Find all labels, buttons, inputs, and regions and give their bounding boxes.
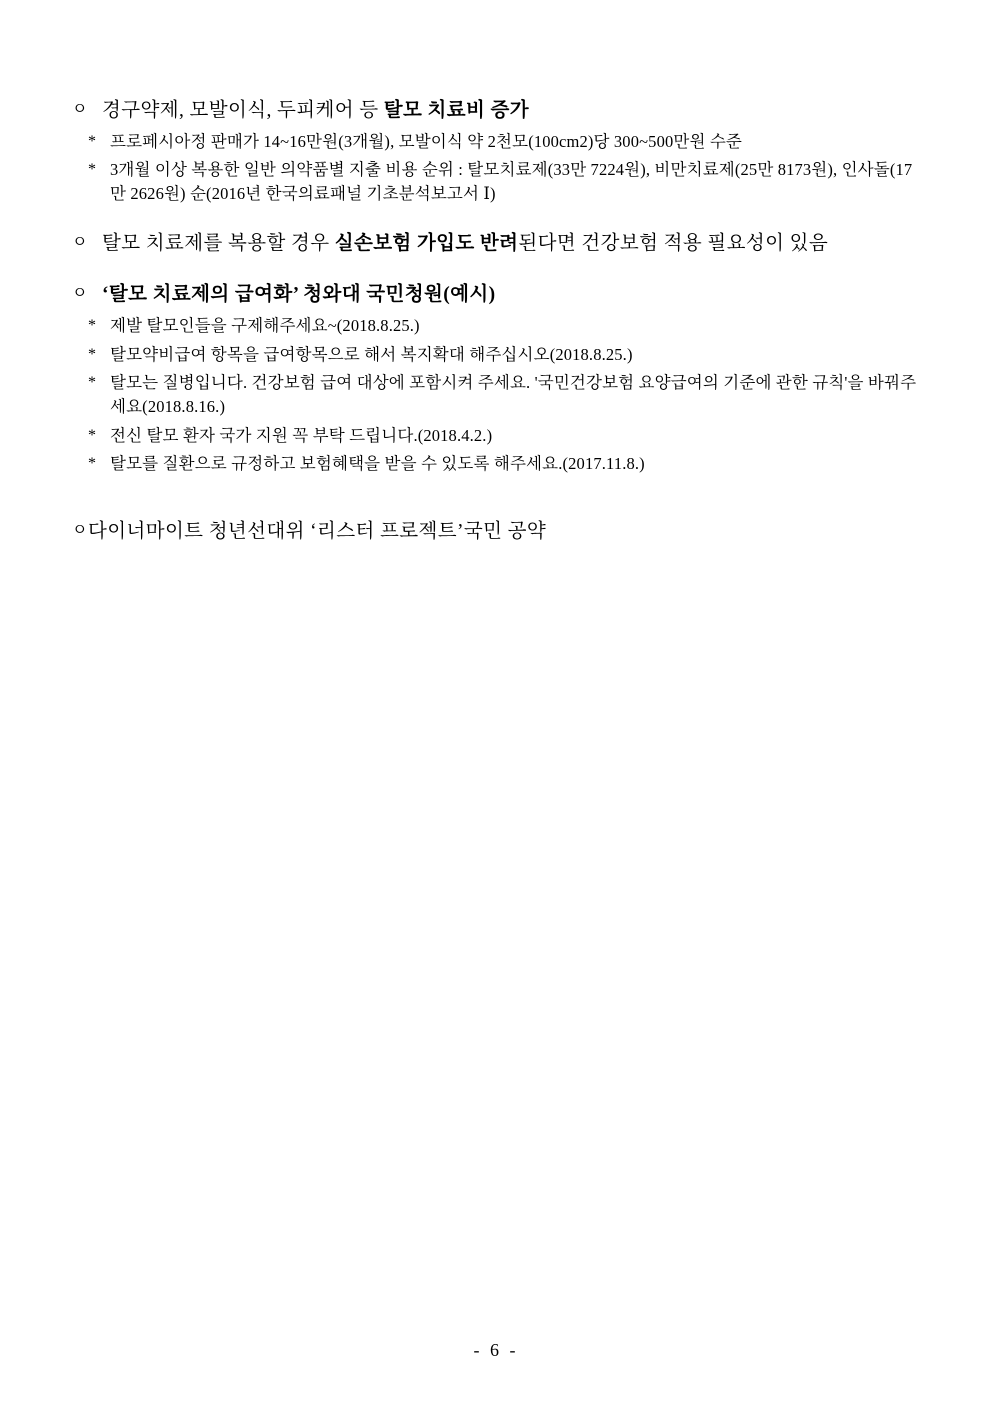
sub-item-3-2-text: 탈모약비급여 항목을 급여항목으로 해서 복지확대 해주십시오(2018.8.25.) (110, 344, 633, 364)
asterisk-icon: * (88, 373, 96, 391)
bullet-item-4 (72, 517, 920, 547)
bullet-item-1-bold: 탈모 치료비 증가 (383, 100, 529, 121)
bullet-item-1 (72, 96, 920, 126)
bullet-marker-icon: ㅇ (72, 233, 88, 251)
sub-item-3-1-text: 제발 탈모인들을 구제해주세요~(2018.8.25.) (110, 316, 420, 336)
sub-item-1-1-text: 프로페시아정 판매가 14~16만원(3개월), 모발이식 약 2천모(100cm2)당 300~500만원 수준 (110, 131, 743, 151)
bullet-item-3 (72, 280, 920, 310)
sub-item-3-5 (72, 452, 920, 476)
bullet-item-4-text: 다이너마이트 청년선대위 ‘리스터 프로젝트’국민 공약 (88, 520, 547, 542)
bullet-item-1-plain: 경구약제, 모발이식, 두피케어 등 (102, 100, 384, 121)
asterisk-icon: * (88, 455, 96, 473)
bullet-item-2-plain-1: 탈모 치료제를 복용할 경우 (102, 232, 335, 254)
asterisk-icon: * (88, 345, 96, 363)
bullet-item-3-text (102, 280, 920, 310)
bullet-item-2-bold: 실손보험 가입도 반려 (334, 232, 519, 254)
bullet-item-2-plain-2: 된다면 건강보험 적용 필요성이 있음 (518, 232, 829, 254)
asterisk-icon: * (88, 317, 96, 335)
bullet-marker-icon: ㅇ (72, 285, 88, 303)
sub-item-3-3 (72, 371, 920, 420)
sub-item-3-1 (72, 314, 920, 338)
asterisk-icon: * (88, 132, 96, 150)
sub-item-1-1 (72, 130, 920, 154)
sub-item-3-5-text: 탈모를 질환으로 규정하고 보험혜택을 받을 수 있도록 해주세요.(2017.11.8.) (110, 454, 645, 474)
page-number: - 6 - (473, 1340, 519, 1360)
bullet-item-3-bold: ‘탈모 치료제의 급여화’ 청와대 국민청원(예시) (102, 284, 496, 306)
bullet-item-2 (72, 229, 920, 259)
bullet-item-2-text (102, 229, 920, 259)
bullet-marker-icon: ㅇ (72, 521, 88, 539)
asterisk-icon: * (88, 161, 96, 179)
sub-item-3-4-text: 전신 탈모 환자 국가 지원 꼭 부탁 드립니다.(2018.4.2.) (110, 425, 493, 445)
sub-item-3-4 (72, 424, 920, 448)
sub-item-3-3-text: 탈모는 질병입니다. 건강보험 급여 대상에 포함시켜 주세요. '국민건강보험 요양급여의 기준에 관한 규칙'을 바꿔주세요(2018.8.16.) (110, 372, 917, 417)
sub-item-1-2-text: 3개월 이상 복용한 일반 의약품별 지출 비용 순위 : 탈모치료제(33만 7224원), 비만치료제(25만 8173원), 인사돌(17만 2626원) 순(2016년 한국의료패널 기초분석보고서 Ⅰ) (110, 160, 913, 204)
sub-item-3-2 (72, 343, 920, 367)
bullet-marker-icon: ㅇ (72, 101, 88, 118)
sub-item-1-2 (72, 158, 920, 207)
asterisk-icon: * (88, 426, 96, 444)
bullet-item-1-text (102, 96, 920, 126)
